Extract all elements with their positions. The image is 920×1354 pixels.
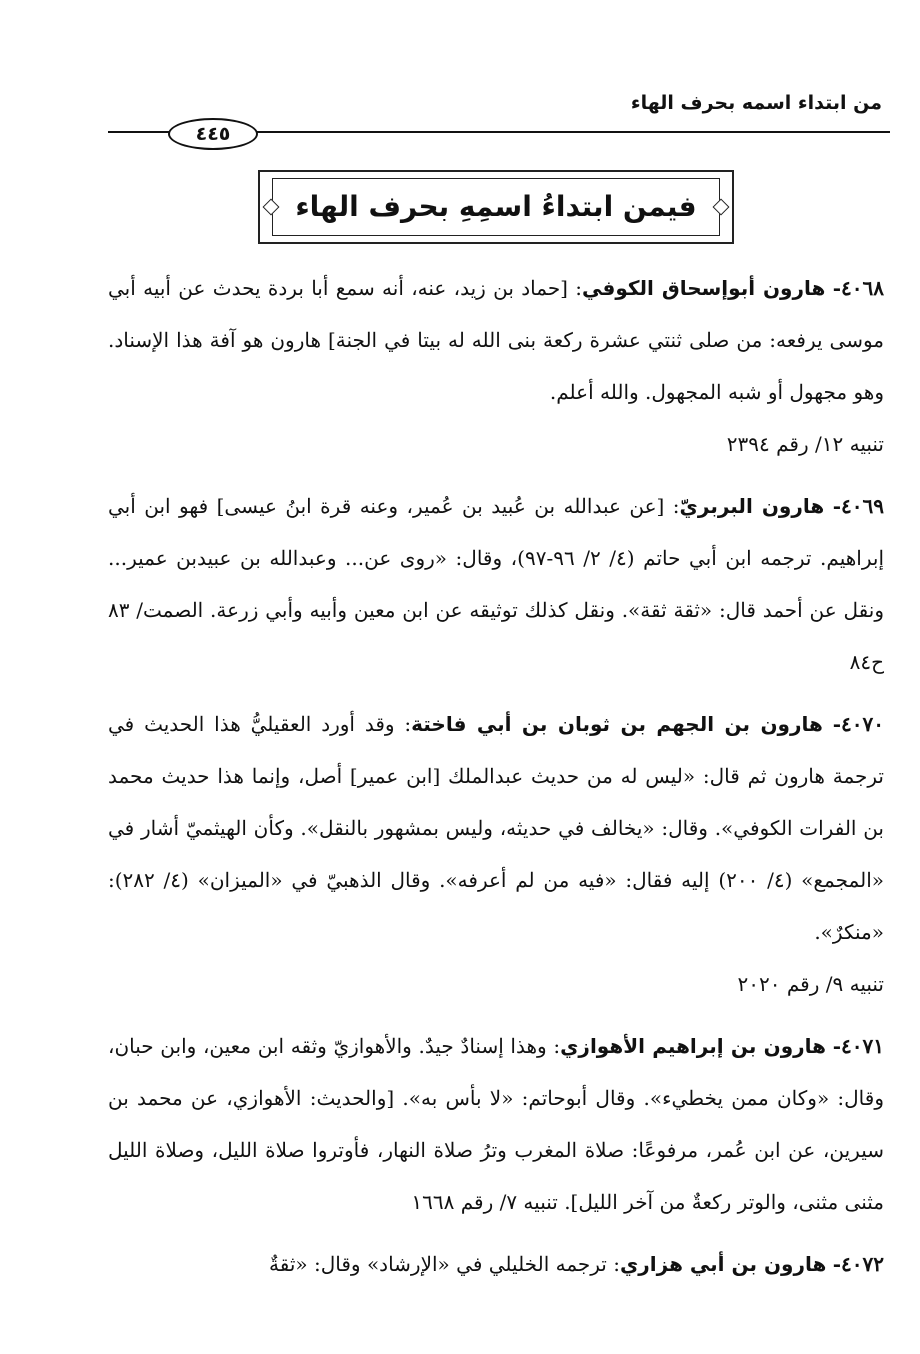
entry-number: ٤٠٦٨- [832,276,884,300]
entry-4070 [108,698,884,1010]
entry-4068 [108,262,884,470]
entry-number: ٤٠٧٠- [832,712,885,736]
entry-number: ٤٠٧٢- [832,1252,884,1276]
running-title: من ابتداء اسمه بحرف الهاء [630,92,882,114]
entry-number: ٤٠٦٩- [832,494,885,518]
entry-reference: تنبيه ٩/ رقم ٢٠٢٠ [737,972,884,996]
section-title: فيمن ابتداءُ اسمِهِ بحرف الهاء [295,190,697,223]
section-title-inner-frame [272,178,720,236]
entry-number: ٤٠٧١- [832,1034,884,1058]
entry-text: : وهذا إسنادٌ جيدٌ. والأهوازيّ وثقه ابن معين، وابن حبان، وقال: «وكان ممن يخطيء». وقال أبوحاتم: «لا بأس به». [والحديث: الأهوازي، عن محمد بن سيرين، عن ابن عُمر، مرفوعًا: صلاة المغرب وترُ صلاة النهار، فأوتروا صلاة الليل، وصلاة الليل مثنى مثنى، والوتر ركعةٌ من آخر الليل]. تنبيه ٧/ رقم ١٦٦٨ [108,1034,884,1214]
entry-4072 [108,1238,884,1290]
entry-4069 [108,480,884,688]
section-title-frame [258,170,734,244]
entry-reference: تنبيه ١٢/ رقم ٢٣٩٤ [726,432,884,456]
entry-4071 [108,1020,884,1228]
entry-text: : [عن عبدالله بن عُبيد بن عُمير، وعنه قرة ابنُ عيسى] فهو ابن أبي إبراهيم. ترجمه ابن أبي حاتم (٤/ ٢/ ٩٦-٩٧)، وقال: «روى عن... وعبدالله بن عبيدبن عمير... ونقل عن أحمد قال: «ثقة ثقة». ونقل كذلك توثيقه عن ابن معين وأبيه وأبي زرعة. الصمت/ ٨٣ ح٨٤ [108,494,885,674]
entry-name: هارون أبوإسحاق الكوفي [582,276,826,300]
entry-text: : ترجمه الخليلي في «الإرشاد» وقال: «ثقةٌ [269,1252,620,1276]
entry-text: : [حماد بن زيد، عنه، أنه سمع أبا بردة يحدث عن أبيه أبي موسى يرفعه: من صلى ثنتي عشرة ركعة بنى الله له بيتا في الجنة] هارون هو آفة هذا الإسناد. وهو مجهول أو شبه المجهول. والله أعلم. [108,276,884,404]
entry-name: هارون البربريّ [679,494,825,518]
entry-name: هارون بن الجهم بن ثوبان بن أبي فاختة [411,712,823,736]
entry-text: : وقد أورد العقيليُّ هذا الحديث في ترجمة هارون ثم قال: «ليس له من حديث عبدالملك [ابن عمير] أصل، وإنما هذا حديث محمد بن الفرات الكوفي». وقال: «يخالف في حديثه، وليس بمشهور بالنقل». وكأن الهيثميّ أشار في «المجمع» (٤/ ٢٠٠) إليه فقال: «فيه من لم أعرفه». وقال الذهبيّ في «الميزان» (٤/ ٢٨٢): «منكرٌ». [108,712,884,944]
body-text [108,262,884,1300]
page-number: ٤٤٥ [168,118,258,150]
entry-name: هارون بن أبي هزاري [619,1252,827,1276]
entry-name: هارون بن إبراهيم الأهوازي [560,1034,827,1058]
